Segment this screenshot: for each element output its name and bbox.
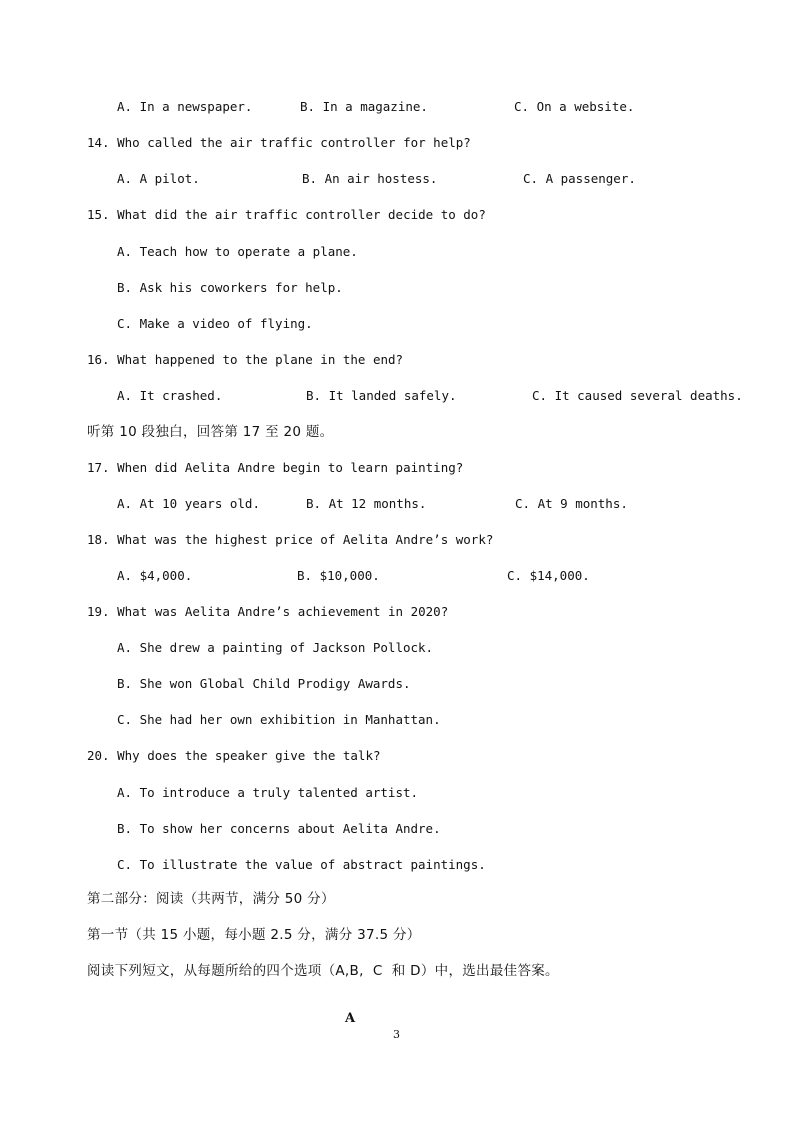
answer-option: A. $4,000. (117, 568, 193, 583)
option-row (117, 171, 757, 187)
question-text: 18. What was the highest price of Aelita Andre’s work? (87, 532, 494, 547)
option-row (117, 496, 757, 512)
question-text: 16. What happened to the plane in the end? (87, 352, 404, 367)
answer-option: B. She won Global Child Prodigy Awards. (117, 676, 411, 691)
answer-option: B. Ask his coworkers for help. (117, 280, 343, 295)
answer-option: B. It landed safely. (306, 388, 457, 403)
answer-option: A. She drew a painting of Jackson Pollock. (117, 640, 434, 655)
section-heading: 听第 10 段独白，回答第 17 至 20 题。 (87, 424, 334, 440)
answer-option: C. On a website. (514, 99, 635, 114)
answer-option: A. It crashed. (117, 388, 223, 403)
section-heading: 第二部分：阅读（共两节，满分 50 分） (87, 891, 335, 907)
question-text: 19. What was Aelita Andre’s achievement in 2020? (87, 604, 449, 619)
answer-option: B. $10,000. (297, 568, 380, 583)
question-text: 14. Who called the air traffic controller for help? (87, 135, 471, 150)
answer-option: A. At 10 years old. (117, 496, 260, 511)
question-text: 15. What did the air traffic controller decide to do? (87, 207, 486, 222)
section-heading: 第一节（共 15 小题，每小题 2.5 分，满分 37.5 分） (87, 927, 421, 943)
answer-option: C. $14,000. (507, 568, 590, 583)
answer-option: A. To introduce a truly talented artist. (117, 785, 419, 800)
answer-option: C. She had her own exhibition in Manhattan. (117, 712, 441, 727)
page-number: 3 (393, 1028, 400, 1041)
question-text: 17. When did Aelita Andre begin to learn painting? (87, 460, 464, 475)
answer-option: C. Make a video of flying. (117, 316, 313, 331)
answer-option: C. A passenger. (523, 171, 636, 186)
option-row (117, 388, 757, 404)
answer-option: C. It caused several deaths. (532, 388, 743, 403)
answer-option: A. In a newspaper. (117, 99, 253, 114)
answer-option: B. An air hostess. (302, 171, 438, 186)
answer-option: B. At 12 months. (306, 496, 427, 511)
answer-option: A. Teach how to operate a plane. (117, 244, 358, 259)
answer-option: B. In a magazine. (300, 99, 428, 114)
answer-option: B. To show her concerns about Aelita Andre. (117, 821, 441, 836)
answer-option: C. At 9 months. (515, 496, 628, 511)
passage-label: A (345, 1011, 356, 1026)
question-text: 20. Why does the speaker give the talk? (87, 748, 381, 763)
section-heading: 阅读下列短文，从每题所给的四个选项（A,B, C 和 D）中，选出最佳答案。 (87, 963, 559, 979)
option-row (117, 568, 757, 584)
option-row (117, 99, 757, 115)
answer-option: A. A pilot. (117, 171, 200, 186)
answer-option: C. To illustrate the value of abstract paintings. (117, 857, 486, 872)
